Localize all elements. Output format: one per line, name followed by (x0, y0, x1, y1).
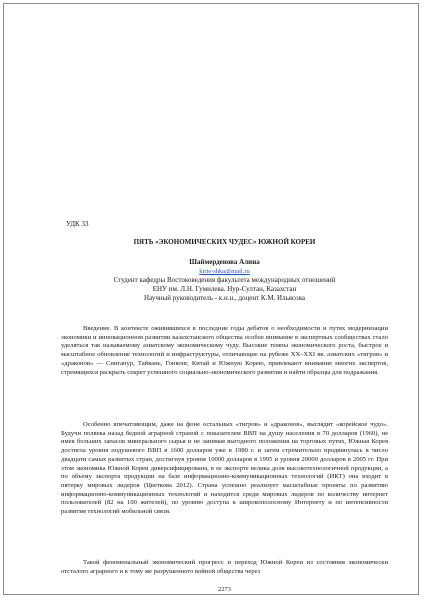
article-title: ПЯТЬ «ЭКОНОМИЧЕСКИХ ЧУДЕС» ЮЖНОЙ КОРЕИ (133, 238, 316, 246)
paragraph-korean-miracle: Особенно впечатляющим, даже на фоне остальных «тигров» и «драконов», выглядит «корейское чудо». Будучи полвека назад бедной аграрной страной с показателем ВВП на душу населения в 70 долларов (1960), не имея больших запасов минерального сырья и не занимая выгодного положения на торговых путях, Южная Корея достигла уровня подушевого ВВП в 1600 долларов уже в 1980 г. и затем стремительно продвинулась в число двадцати самых развитых стран, достигнув уровня 10000 долларов в 1995 и уровня 20000 долларов в 2005 гг. При этом экономика Южной Кореи диверсифицирована, в ее экспорте велика доля высокотехнологичной продукции, а по объему экспорта продукции на базе информационно-коммуникационных технологий (ИКТ) она входит в пятерку мировых лидеров (Цветкова 2012). Страна успешно реализует масштабные проекты по развитию информационно-коммуникационных технологий и находится среди мировых лидеров по количеству интернет пользователей (82 на 100 жителей), по уровню доступа к широкополосному Интернету и по интенсивности развития технологий мобильной связи. (61, 421, 388, 516)
author-block (61, 258, 388, 303)
author-name: Шаймерденова Алина (189, 258, 260, 266)
paragraph-introduction: Введение. В контексте оживившихся в последние годы дебатов о необходимости и путях модернизации экономики и инновационном развитии казахстанского общества особое внимание в экспертных сообществах стало уделяться так называемому азиатскому экономическому чуду. Высокие темпы экономического роста, быстрое и масштабное обновление технологий и инфраструктуры, отличающие на рубеже XX–XXI вв. азиатских «тигров» и «драконов» — Сингапур, Тайвань, Гонконг, Китай и Южную Корею, привлекают внимание многих экспертов, стремящихся раскрыть секрет успешного социально-экономического развития и найти образцы для подражания. (61, 325, 388, 376)
document-page (3, 3, 419, 595)
page-content (61, 4, 388, 596)
udk-code: УДК 33 (66, 220, 89, 228)
supervisor-line: Научный руководитель - к.и.н., доцент К.М. Ильясова (144, 294, 305, 302)
page-number: 2273 (218, 586, 231, 593)
author-affiliation-1: Студент кафедры Востоковедения факультета международных отношений (113, 276, 336, 284)
author-affiliation-2: ЕНУ им. Л.Н. Гумилева. Нур-Султан, Казахстан (152, 285, 297, 293)
author-email-link[interactable]: kirie-shka@mail.ru (199, 268, 250, 275)
paragraph-progress: Такой феноменальный экономический прогресс и переход Южной Кореи из состояния экономически отсталого аграрного и к тому же разрушенного войной общества через (61, 559, 388, 575)
